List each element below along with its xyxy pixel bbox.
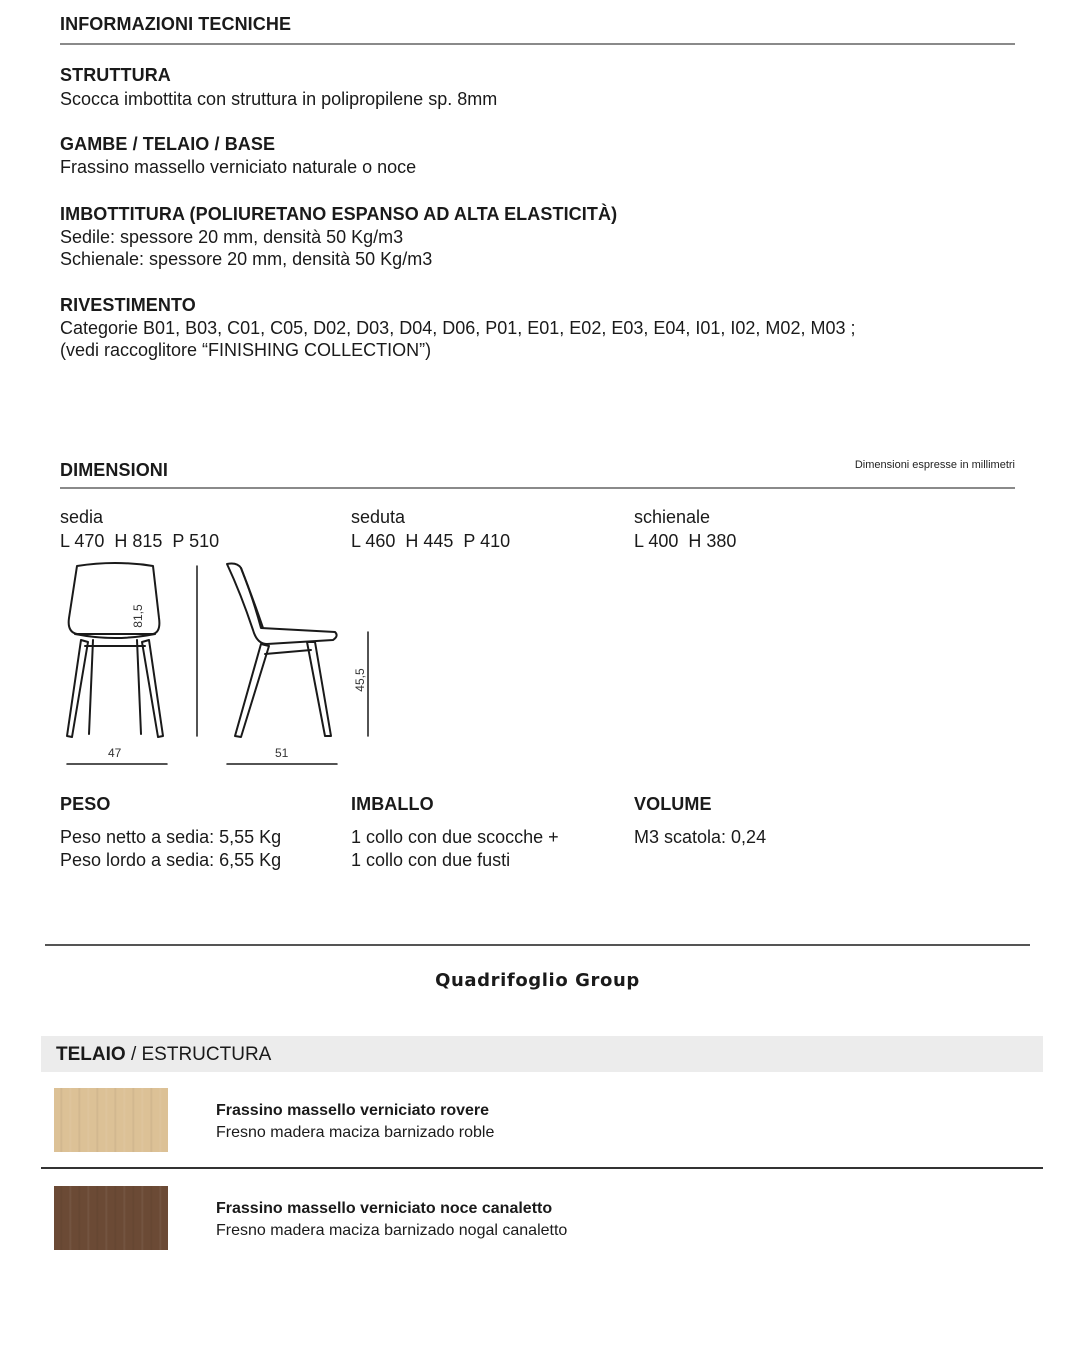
finish-sub-noce: Fresno madera maciza barnizado nogal canaletto — [216, 1222, 568, 1239]
dim-label-sedia: sedia — [60, 507, 104, 527]
brand-logo: Quadrifoglio Group — [435, 970, 640, 991]
finish-name-rovere: Frassino massello verniciato rovere — [216, 1102, 490, 1119]
swatch-noce-canaletto — [54, 1186, 168, 1250]
section-title-dimensioni: DIMENSIONI — [60, 460, 169, 480]
chair-side-view — [227, 564, 337, 738]
dim-front-height-label: 81,5 — [131, 604, 145, 628]
dimensions-unit-note: Dimensioni espresse in millimetri — [854, 459, 1015, 471]
text-imbottitura-schienale: Schienale: spessore 20 mm, densità 50 Kg/m3 — [60, 249, 433, 269]
heading-rivestimento: RIVESTIMENTO — [60, 295, 196, 315]
dim-seat-height-label: 45,5 — [353, 668, 367, 692]
chair-front-view — [67, 563, 163, 737]
section-title-tech: INFORMAZIONI TECNICHE — [60, 14, 292, 34]
heading-gambe: GAMBE / TELAIO / BASE — [60, 134, 276, 154]
text-imballo-1: 1 collo con due scocche + — [351, 827, 559, 847]
telaio-title-rest: / ESTRUCTURA — [125, 1044, 272, 1065]
dim-side-depth-label: 51 — [275, 746, 289, 760]
divider — [60, 43, 1015, 45]
dim-values-schienale: L 400 H 380 — [634, 531, 737, 551]
divider — [45, 944, 1030, 946]
heading-volume: VOLUME — [634, 794, 712, 814]
text-imbottitura-sedile: Sedile: spessore 20 mm, densità 50 Kg/m3 — [60, 227, 404, 247]
text-rivestimento-note: (vedi raccoglitore “FINISHING COLLECTION”) — [60, 340, 432, 360]
text-peso-lordo: Peso lordo a sedia: 6,55 Kg — [60, 850, 282, 870]
telaio-title — [56, 1044, 271, 1066]
divider — [60, 487, 1015, 489]
heading-struttura: STRUTTURA — [60, 65, 171, 85]
text-gambe: Frassino massello verniciato naturale o noce — [60, 157, 417, 177]
heading-imbottitura: IMBOTTITURA (POLIURETANO ESPANSO AD ALTA ELASTICITÀ) — [60, 204, 618, 224]
text-imballo-2: 1 collo con due fusti — [351, 850, 511, 870]
dim-values-sedia: L 470 H 815 P 510 — [60, 531, 220, 551]
chair-dimension-drawing — [55, 558, 385, 773]
dim-front-width-label: 47 — [108, 746, 122, 760]
heading-peso: PESO — [60, 794, 111, 814]
text-peso-netto: Peso netto a sedia: 5,55 Kg — [60, 827, 282, 847]
dim-label-seduta: seduta — [351, 507, 406, 527]
dim-label-schienale: schienale — [634, 507, 711, 527]
swatch-rovere — [54, 1088, 168, 1152]
text-struttura: Scocca imbottita con struttura in polipropilene sp. 8mm — [60, 89, 498, 109]
telaio-title-bold: TELAIO — [56, 1044, 126, 1065]
text-volume: M3 scatola: 0,24 — [634, 827, 767, 847]
finish-name-noce: Frassino massello verniciato noce canaletto — [216, 1200, 553, 1217]
divider — [41, 1167, 1043, 1169]
text-rivestimento-categorie: Categorie B01, B03, C01, C05, D02, D03, D04, D06, P01, E01, E02, E03, E04, I01, I02, M02, M03 ; — [60, 318, 856, 338]
finish-sub-rovere: Fresno madera maciza barnizado roble — [216, 1124, 495, 1141]
dim-values-seduta: L 460 H 445 P 410 — [351, 531, 511, 551]
heading-imballo: IMBALLO — [351, 794, 434, 814]
